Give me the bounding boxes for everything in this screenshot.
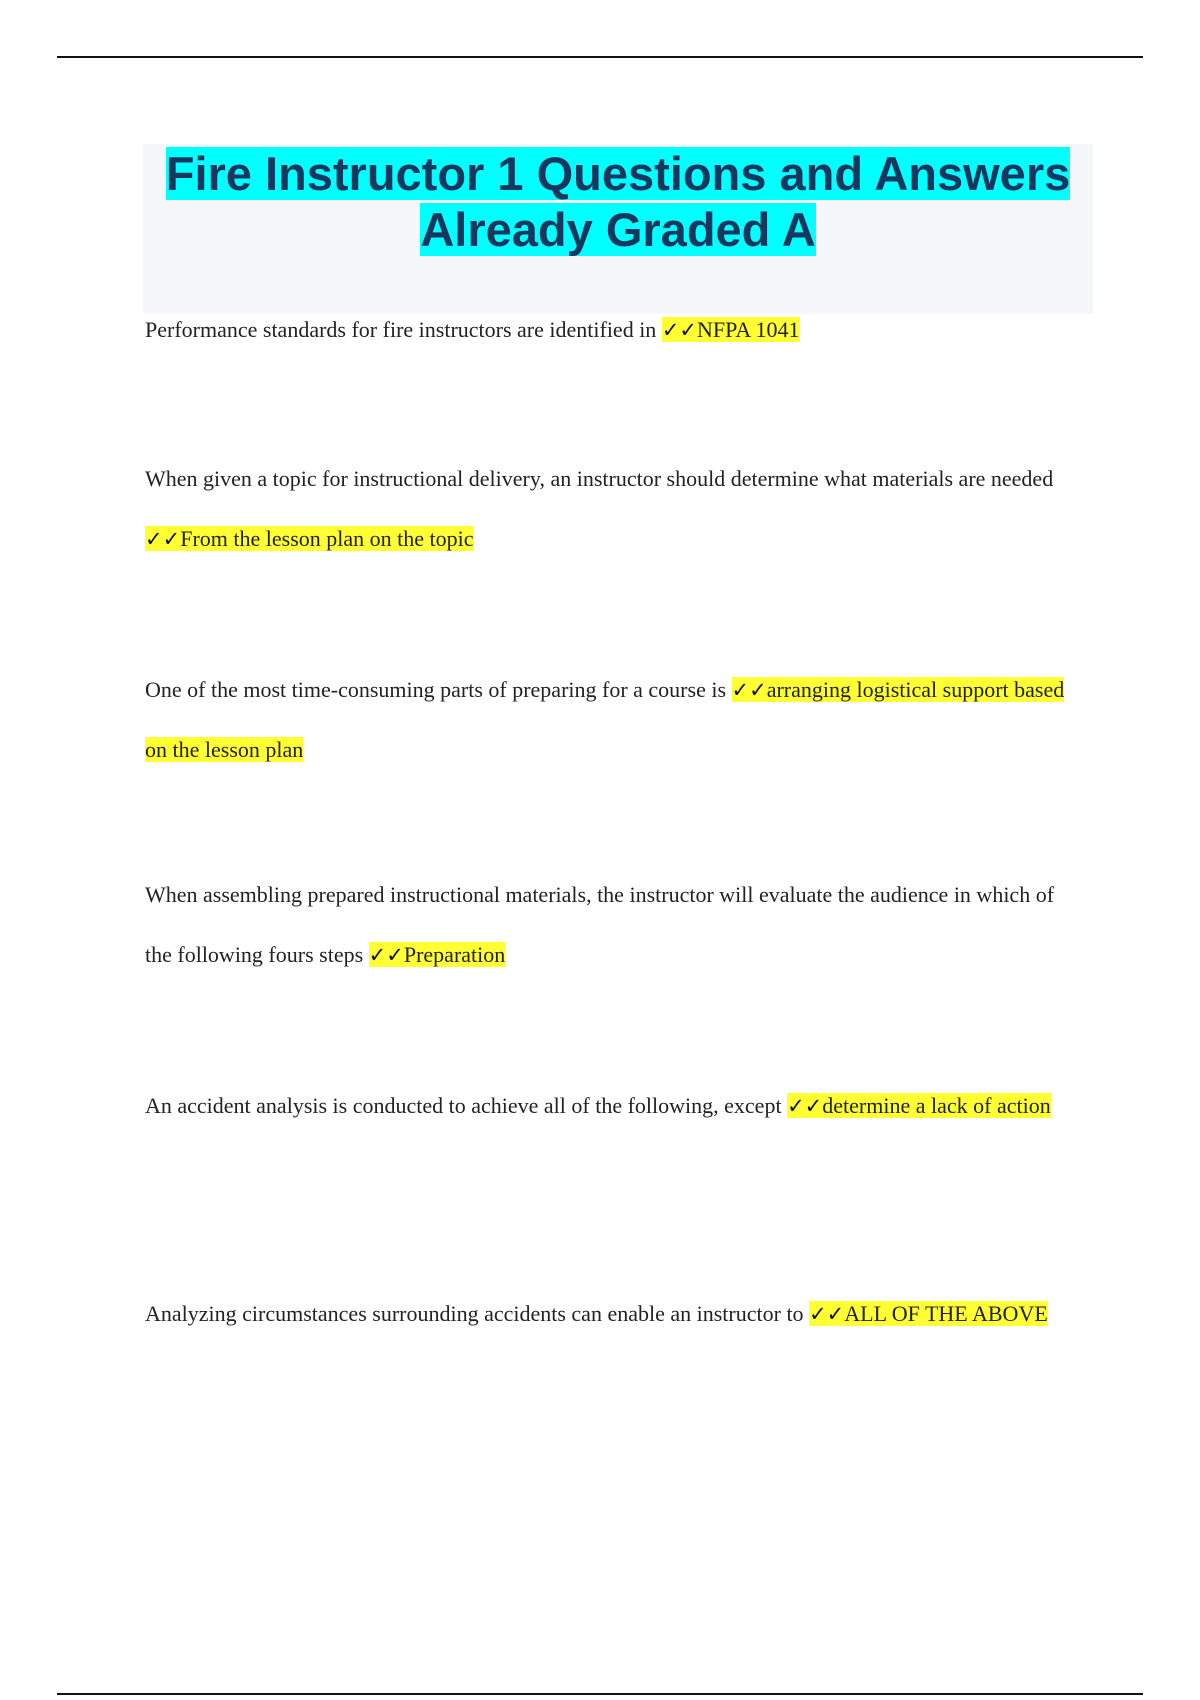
double-check-icon: ✓✓ — [368, 943, 404, 967]
answer-highlight — [369, 942, 506, 967]
qa-item-4 — [145, 865, 1085, 985]
question-text: When given a topic for instructional delivery, an instructor should determine what materials are needed — [145, 466, 1054, 491]
answer-text: From the lesson plan on the topic — [180, 526, 474, 551]
qa-item-6 — [145, 1284, 1085, 1344]
title-block — [143, 144, 1093, 314]
qa-item-3 — [145, 660, 1085, 780]
answer-text: ALL OF THE ABOVE — [844, 1301, 1048, 1326]
question-text: Analyzing circumstances surrounding accidents can enable an instructor to — [145, 1301, 804, 1326]
page-title — [143, 144, 1093, 258]
question-text: Performance standards for fire instructors are identified in — [145, 317, 657, 342]
double-check-icon: ✓✓ — [731, 678, 767, 702]
double-check-icon: ✓✓ — [145, 527, 181, 551]
answer-highlight — [145, 526, 474, 551]
question-text: One of the most time-consuming parts of preparing for a course is — [145, 677, 727, 702]
bottom-rule — [57, 1693, 1143, 1695]
double-check-icon: ✓✓ — [809, 1302, 845, 1326]
title-highlight: Fire Instructor 1 Questions and Answers Already Graded A — [165, 147, 1071, 256]
answer-text: determine a lack of action — [822, 1093, 1051, 1118]
answer-highlight — [809, 1301, 1048, 1326]
answer-text: Preparation — [403, 942, 506, 967]
answer-highlight — [662, 317, 800, 342]
double-check-icon: ✓✓ — [787, 1094, 823, 1118]
answer-text: arranging logistical support based on the lesson plan — [145, 677, 1065, 762]
qa-item-2 — [145, 449, 1085, 569]
answer-highlight — [787, 1093, 1051, 1118]
qa-item-1 — [145, 300, 1085, 360]
question-text: An accident analysis is conducted to achieve all of the following, except — [145, 1093, 782, 1118]
answer-text: NFPA 1041 — [697, 317, 800, 342]
qa-item-5 — [145, 1076, 1085, 1136]
top-rule — [57, 56, 1143, 58]
double-check-icon: ✓✓ — [661, 318, 698, 342]
question-text: When assembling prepared instructional materials, the instructor will evaluate the audience in which of the following fours steps — [145, 882, 1055, 967]
